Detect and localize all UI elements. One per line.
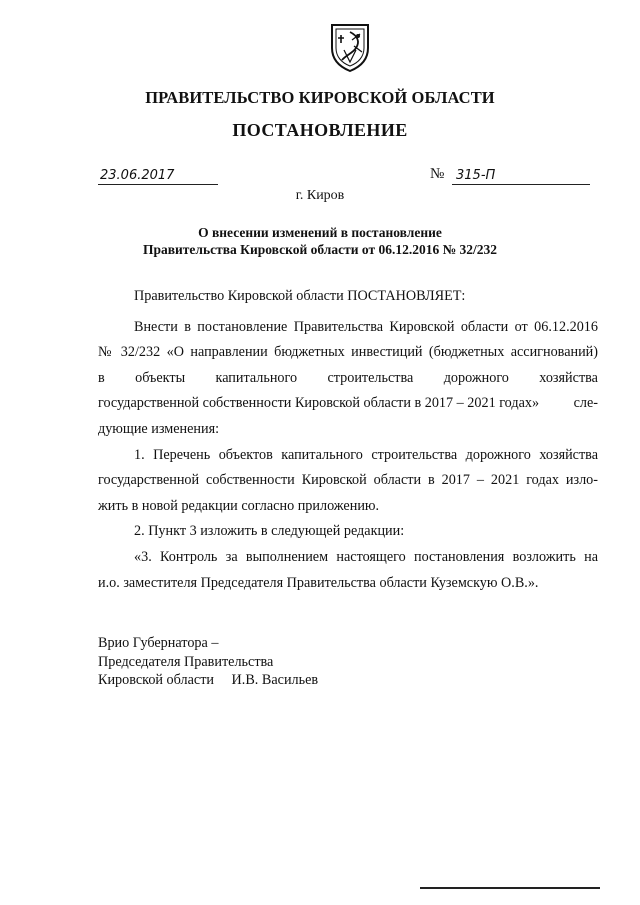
- body-paragraph-3-line-3: жить в новой редакции согласно приложению.: [98, 497, 380, 514]
- word: дорожного: [443, 369, 509, 386]
- document-subject: [0, 224, 640, 258]
- word: хозяйства: [539, 369, 598, 386]
- document-date: 23.06.2017: [98, 168, 218, 185]
- body-paragraph-5-line-1: «3. Контроль за выполнением настоящего постановления возложить на: [134, 548, 598, 565]
- document-number-label: №: [430, 166, 445, 182]
- kirov-coat-of-arms-icon: [328, 22, 372, 74]
- body-paragraph-2-line-5: дующие изменения:: [98, 420, 220, 437]
- signature-title-line-1: Врио Губернатора –: [98, 635, 219, 651]
- document-body: [98, 284, 598, 596]
- subject-line-2: Правительства Кировской области от 06.12.2016 № 32/232: [142, 242, 498, 257]
- signature-block: [98, 634, 318, 690]
- signatory-name: И.В. Васильев: [231, 672, 319, 688]
- line-text: сле-: [573, 395, 598, 412]
- body-paragraph-2-line-4: [98, 391, 598, 417]
- body-paragraph-3-line-1: 1. Перечень объектов капитального строительства дорожного хозяйства: [134, 446, 598, 463]
- body-paragraph-4: 2. Пункт 3 изложить в следующей редакции:: [134, 523, 405, 540]
- footer-divider: [420, 887, 600, 889]
- signature-title-line-3: [98, 671, 318, 690]
- body-paragraph-2-line-1: Внести в постановление Правительства Кировской области от 06.12.2016: [134, 318, 598, 335]
- government-title: ПРАВИТЕЛЬСТВО КИРОВСКОЙ ОБЛАСТИ: [145, 88, 495, 107]
- word: в: [98, 369, 105, 386]
- signature-title-line-2: Председателя Правительства: [98, 653, 274, 670]
- subject-line-1: О внесении изменений в постановление: [198, 225, 442, 240]
- body-paragraph-2-line-2: № 32/232 «О направлении бюджетных инвестиций (бюджетных ассигнований): [98, 344, 598, 361]
- word: строительства: [327, 369, 414, 386]
- body-paragraph-5-line-2: и.о. заместителя Председателя Правительства области Куземскую О.В.».: [98, 574, 539, 591]
- word: капитального: [215, 369, 298, 386]
- document-city: г. Киров: [295, 188, 345, 203]
- word: объекты: [135, 369, 186, 386]
- document-type: ПОСТАНОВЛЕНИЕ: [232, 120, 408, 140]
- line-text: государственной собственности Кировской области в 2017 – 2021 годах»: [98, 395, 540, 412]
- body-paragraph-3-line-2: государственной собственности Кировской области в 2017 – 2021 годах изло-: [98, 472, 598, 489]
- signature-region: Кировской области: [98, 672, 214, 688]
- body-paragraph-2-line-3: [98, 366, 598, 392]
- document-number: 315-П: [452, 168, 590, 185]
- body-paragraph-1: Правительство Кировской области ПОСТАНОВЛЯЕТ:: [134, 288, 466, 304]
